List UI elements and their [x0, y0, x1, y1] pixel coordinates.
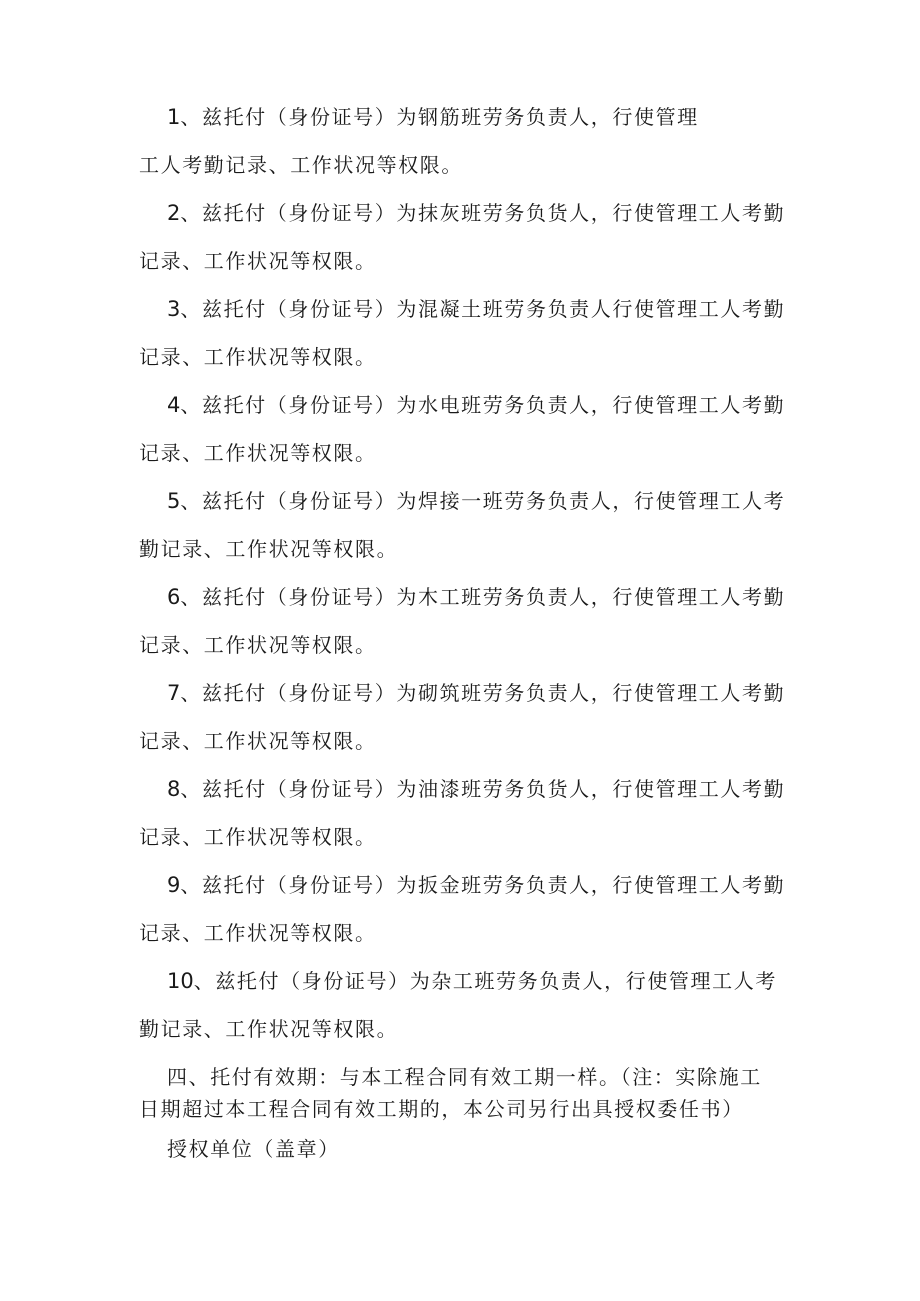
delegation-item-4-line-1 [139, 381, 789, 429]
delegation-item-8-line-1 [139, 765, 789, 813]
item-text: 、兹托付（身份证号）为焊接一班劳务负责人，行使管理工人考 [180, 489, 786, 513]
delegation-item-1-line-2: 工人考勤记录、工作状况等权限。 [139, 153, 463, 177]
delegation-item-2-line-1 [139, 189, 789, 237]
item-text: 、兹托付（身份证号）为砌筑班劳务负责人，行使管理工人考勤 [180, 681, 786, 705]
delegation-item-3-line-2: 记录、工作状况等权限。 [139, 345, 377, 369]
delegation-item-3 [139, 285, 789, 381]
delegation-item-7-line-1 [139, 669, 789, 717]
item-number: 3 [167, 297, 181, 321]
delegation-item-9 [139, 861, 789, 957]
item-number: 5 [167, 489, 181, 513]
delegation-item-2-line-2: 记录、工作状况等权限。 [139, 249, 377, 273]
item-text: 、兹托付（身份证号）为木工班劳务负责人，行使管理工人考勤 [180, 585, 786, 609]
item-number: 4 [167, 393, 181, 417]
delegation-item-5 [139, 477, 789, 573]
delegation-item-9-line-1 [139, 861, 789, 909]
item-text: 、兹托付（身份证号）为杂工班劳务负责人，行使管理工人考 [193, 969, 777, 993]
authorizing-unit-seal-label: 授权单位（盖章） [167, 1137, 340, 1161]
delegation-item-6 [139, 573, 789, 669]
delegation-item-1 [139, 93, 789, 189]
item-number: 2 [167, 201, 181, 225]
delegation-item-5-line-1 [139, 477, 789, 525]
item-text: 、兹托付（身份证号）为抹灰班劳务负货人，行使管理工人考勤 [180, 201, 786, 225]
item-text: 、兹托付（身份证号）为水电班劳务负责人，行使管理工人考勤 [180, 393, 786, 417]
item-text: 、兹托付（身份证号）为钢筋班劳务负责人，行使管理 [180, 105, 699, 129]
delegation-item-10-line-1 [139, 957, 789, 1005]
item-number: 7 [167, 681, 181, 705]
delegation-item-3-line-1 [139, 285, 789, 333]
delegation-item-8-line-2: 记录、工作状况等权限。 [139, 825, 377, 849]
delegation-item-5-line-2: 勤记录、工作状况等权限。 [139, 537, 399, 561]
delegation-item-2 [139, 189, 789, 285]
item-text: 、兹托付（身份证号）为扳金班劳务负责人，行使管理工人考勤 [180, 873, 786, 897]
item-number: 1 [167, 105, 181, 129]
delegation-item-6-line-1 [139, 573, 789, 621]
item-number: 6 [167, 585, 181, 609]
item-number: 9 [167, 873, 181, 897]
delegation-item-1-line-1 [139, 93, 789, 141]
delegation-item-4 [139, 381, 789, 477]
item-text: 、兹托付（身份证号）为混凝土班劳务负责人行使管理工人考勤 [180, 297, 786, 321]
delegation-item-8 [139, 765, 789, 861]
validity-line-1: 四、托付有效期：与本工程合同有效工期一样。（注：实除施工 [167, 1065, 762, 1089]
validity-clause [139, 1061, 789, 1125]
delegation-item-9-line-2: 记录、工作状况等权限。 [139, 921, 377, 945]
item-number: 10 [167, 969, 194, 993]
delegation-item-10 [139, 957, 789, 1053]
validity-line-2: 日期超过本工程合同有效工期的，本公司另行出具授权委任书） [139, 1097, 744, 1121]
delegation-item-6-line-2: 记录、工作状况等权限。 [139, 633, 377, 657]
delegation-item-4-line-2: 记录、工作状况等权限。 [139, 441, 377, 465]
delegation-item-7-line-2: 记录、工作状况等权限。 [139, 729, 377, 753]
delegation-item-7 [139, 669, 789, 765]
item-number: 8 [167, 777, 181, 801]
item-text: 、兹托付（身份证号）为油漆班劳务负货人，行使管理工人考勤 [180, 777, 786, 801]
delegation-item-10-line-2: 勤记录、工作状况等权限。 [139, 1017, 399, 1041]
